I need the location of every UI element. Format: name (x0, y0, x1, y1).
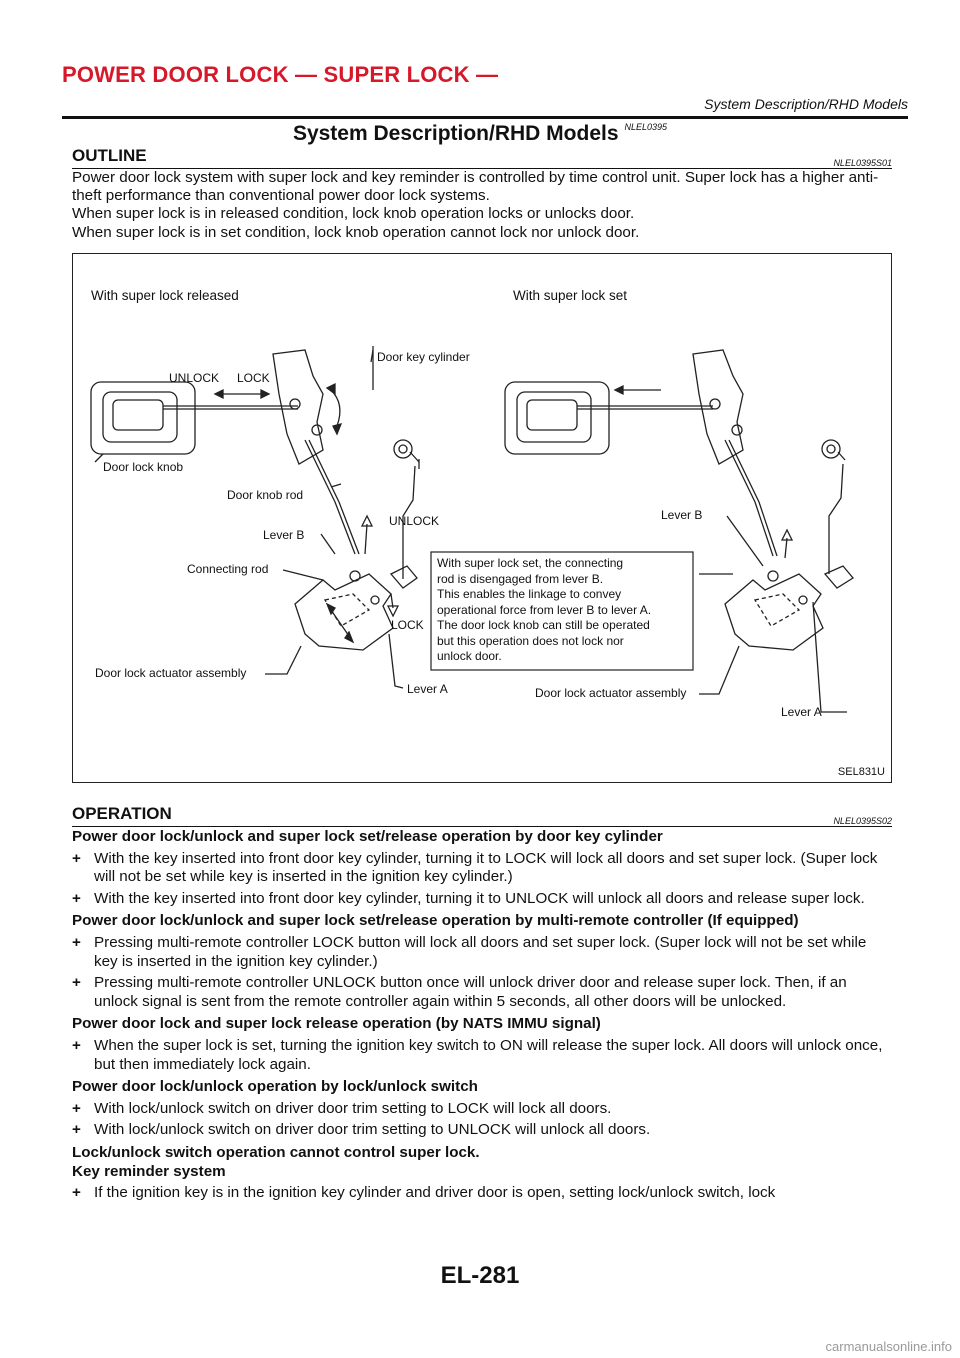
fig-connecting-rod: Connecting rod (187, 562, 269, 576)
fig-left-title: With super lock released (91, 288, 239, 303)
op-bullet-text: When the super lock is set, turning the ignition key switch to ON will release the super lock. All doors will unlock once, but then immediately lock again. (94, 1036, 883, 1073)
op-bullet-text: With lock/unlock switch on driver door trim setting to LOCK will lock all doors. (94, 1099, 612, 1117)
bullet-mark: + (72, 933, 81, 951)
op-note-line: Lock/unlock switch operation cannot control super lock. (72, 1143, 480, 1161)
page-header (62, 62, 908, 112)
bullet-mark: + (72, 1099, 81, 1117)
fig-lock-top: LOCK (237, 371, 270, 385)
bullet-mark: + (72, 974, 81, 992)
key-reminder-title: Key reminder system (72, 1162, 226, 1180)
op-bullet-text: Pressing multi-remote controller LOCK button will lock all doors and set super lock. (Super lock will not be set while key is inserted in the ignition key cylinder.) (94, 933, 867, 970)
op-bullet-text: With the key inserted into front door key cylinder, turning it to UNLOCK will unlock all doors and release super lock. (94, 889, 865, 907)
leader-knob-rod (331, 484, 341, 487)
actuator-right (725, 574, 823, 650)
door-knob-rod-left (305, 440, 355, 554)
fig-note-line: With super lock set, the connecting (437, 556, 624, 570)
op-bullet (72, 934, 894, 971)
op-bullet (72, 890, 894, 909)
fig-actuator-right: Door lock actuator assembly (535, 686, 687, 700)
fig-lever-a: Lever A (407, 682, 448, 696)
op-bullet (72, 1184, 894, 1203)
fig-note-line: The door lock knob can still be operated (437, 618, 650, 632)
figure-id: SEL831U (837, 766, 885, 778)
op-group-title: Power door lock and super lock release operation (by NATS IMMU signal) (72, 1015, 601, 1033)
fig-note (437, 556, 651, 665)
header-subtitle: System Description/RHD Models (704, 96, 908, 112)
page-number: EL-281 (440, 1262, 520, 1289)
bullet-mark: + (72, 1121, 81, 1139)
fig-door-key-cylinder: Door key cylinder (377, 350, 470, 364)
latch-plate-left (273, 350, 323, 464)
op-bullet (72, 1100, 894, 1119)
leader-actuator (265, 646, 301, 674)
header-rule (62, 116, 908, 119)
rotation-arrow (331, 390, 340, 426)
op-group-title: Power door lock/unlock and super lock set/release operation by door key cylinder (72, 828, 663, 845)
door-knob-rod-right (725, 440, 773, 556)
leader-actuator-right (699, 646, 739, 694)
fig-note-line: This enables the linkage to convey (437, 587, 622, 601)
operation-body (72, 824, 894, 1206)
operation-code: NLEL0395S02 (833, 816, 892, 826)
header-title: POWER DOOR LOCK — SUPER LOCK — (62, 62, 499, 87)
super-lock-figure (72, 253, 892, 783)
op-group-title: Power door lock/unlock operation by lock/unlock switch (72, 1078, 478, 1096)
key-cylinder-left (394, 440, 412, 458)
fig-unlock-mid: UNLOCK (389, 514, 440, 528)
leader-lever-b-right (727, 516, 763, 566)
bullet-mark: + (72, 889, 81, 907)
op-bullet-text: With lock/unlock switch on driver door trim setting to UNLOCK will unlock all doors. (94, 1121, 651, 1139)
outline-code: NLEL0395S01 (833, 158, 892, 168)
unlock-arrow-right (785, 538, 787, 558)
watermark: carmanualsonline.info (825, 1339, 952, 1354)
outline-paragraph: When super lock is in released condition, lock knob operation locks or unlocks door. (72, 205, 635, 223)
fig-lever-a-right: Lever A (781, 705, 822, 719)
operation-heading: OPERATION (72, 804, 172, 823)
key-cylinder-right (822, 440, 840, 458)
leader-connecting-rod (283, 570, 323, 580)
fig-note-line: operational force from lever B to lever A. (437, 602, 652, 617)
linkage-diagram (73, 254, 893, 784)
section-title (0, 122, 960, 146)
fig-door-lock-knob: Door lock knob (103, 460, 184, 474)
inside-handle-grip (113, 400, 163, 430)
leader-lever-a (389, 634, 403, 688)
fig-note-line: but this operation does not lock nor (437, 633, 624, 648)
op-bullet-text: Pressing multi-remote controller UNLOCK button once will unlock driver door and release super lock. Then, if an unlock signal is sent from the remote controller again within 5 seconds, all other doors will be unlocked. (94, 974, 847, 1010)
outline-paragraph: When super lock is in set condition, lock knob operation cannot lock nor unlock door. (72, 223, 640, 241)
outline-heading: OUTLINE (72, 146, 147, 165)
bullet-mark: + (72, 1036, 81, 1054)
fig-lock-bottom: LOCK (391, 618, 424, 632)
outline-body (72, 169, 894, 242)
fig-unlock-top: UNLOCK (169, 371, 220, 385)
section-title-text: System Description/RHD Models (292, 122, 619, 145)
fig-right-title: With super lock set (513, 288, 628, 303)
fig-note-line: rod is disengaged from lever B. (437, 571, 604, 586)
latch-plate-right (693, 350, 743, 464)
op-bullet (72, 850, 894, 887)
op-bullet-text: With the key inserted into front door key cylinder, turning it to LOCK will lock all doors and set super lock. (Super lock will not be set while key is inserted in the ignition key cylinder.) (94, 849, 878, 886)
unlock-arrow (365, 524, 367, 554)
op-bullet (72, 1121, 894, 1140)
outline-paragraph: Power door lock system with super lock and key reminder is controlled by time control unit. Super lock has a higher anti-theft performance than conventional power door lock systems. (72, 169, 879, 205)
section-code: NLEL0395 (624, 122, 668, 132)
fig-door-knob-rod: Door knob rod (227, 488, 304, 502)
op-bullet (72, 974, 894, 1011)
key-rod-right (829, 464, 843, 574)
fig-lever-b-right: Lever B (661, 508, 703, 522)
actuator-left (295, 574, 393, 650)
bullet-mark: + (72, 1184, 81, 1202)
fig-lever-b: Lever B (263, 528, 305, 542)
fig-actuator-left: Door lock actuator assembly (95, 666, 247, 680)
bullet-mark: + (72, 849, 81, 867)
op-bullet-text: If the ignition key is in the ignition key cylinder and driver door is open, setting lock/unlock switch, lock (94, 1184, 776, 1202)
leader-knob (95, 454, 103, 462)
op-bullet (72, 1037, 894, 1074)
op-group-title: Power door lock/unlock and super lock set/release operation by multi-remote controller (If equipped) (72, 912, 799, 930)
fig-note-line: unlock door. (437, 649, 502, 663)
leader-lever-b (321, 534, 335, 554)
